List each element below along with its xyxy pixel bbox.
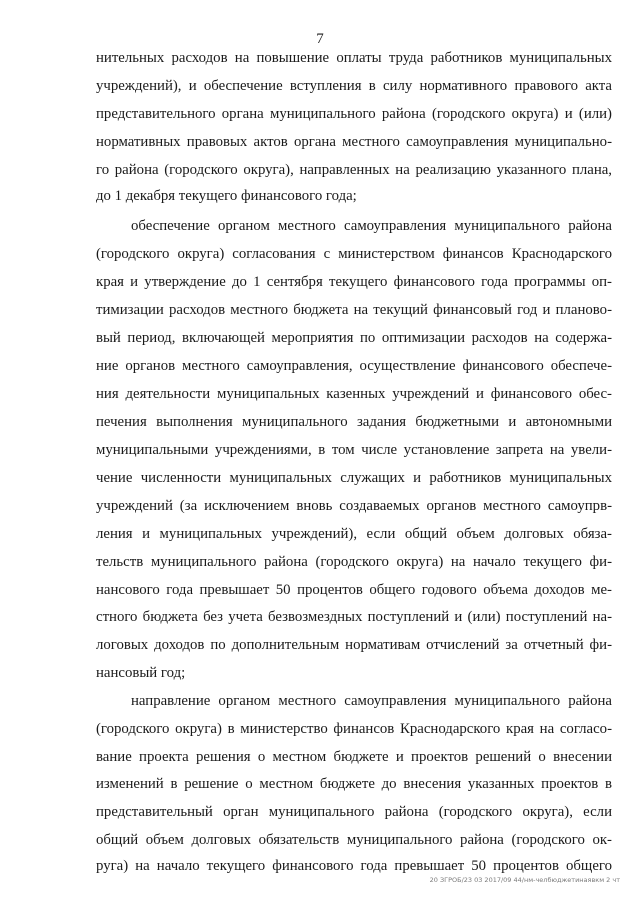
text-line-27: изменений в решение о местном бюджете до внесения указанных проектов в [96, 776, 612, 792]
text-line-15: муниципальными учреждениями, в том числе установление запрета на увели- [96, 442, 612, 458]
text-line-26: вание проекта решения о местном бюджете и проектов решений о внесении [96, 749, 612, 765]
text-line-8: (городского округа) согласования с министерством финансов Краснодарского [96, 246, 612, 262]
text-line-12: ние органов местного самоуправления, осуществление финансового обеспече- [96, 358, 612, 374]
text-line-30: руга) на начало текущего финансового года превышает 50 процентов общего [96, 858, 612, 874]
text-line-22: логовых доходов по дополнительным нормативам отчислений за отчетный фи- [96, 637, 612, 653]
text-line-11: вый период, включающей мероприятия по оптимизации расходов на содержа- [96, 330, 612, 346]
text-line-16: чение численности муниципальных служащих и работников муниципальных [96, 470, 612, 486]
text-line-24: направление органом местного самоуправления муниципального района [131, 693, 612, 709]
text-line-7: обеспечение органом местного самоуправления муниципального района [131, 218, 612, 234]
page-number: 7 [316, 31, 324, 47]
text-line-18: ления и муниципальных учреждений), если общий объем долговых обяза- [96, 526, 612, 542]
text-line-4: нормативных правовых актов органа местного самоуправления муниципально- [96, 134, 612, 150]
text-line-6: до 1 декабря текущего финансового года; [96, 188, 357, 204]
text-line-21: стного бюджета без учета безвозмездных поступлений и (или) поступлений на- [96, 609, 612, 625]
text-line-28: представительный орган муниципального района (городского округа), если [96, 804, 612, 820]
text-line-25: (городского округа) в министерство финансов Краснодарского края на согласо- [96, 721, 612, 737]
text-line-14: печения выполнения муниципального задания бюджетными и автономными [96, 414, 612, 430]
text-line-20: нансового года превышает 50 процентов общего годового объема доходов ме- [96, 582, 612, 598]
text-line-17: учреждений (за исключением вновь создаваемых органов местного самоупрв- [96, 498, 612, 514]
text-line-2: учреждений), и обеспечение вступления в силу нормативного правового акта [96, 78, 612, 94]
text-line-10: тимизации расходов местного бюджета на текущий финансовый год и планово- [96, 302, 612, 318]
text-line-5: го района (городского округа), направленных на реализацию указанного плана, [96, 162, 612, 178]
text-line-1: нительных расходов на повышение оплаты труда работников муниципальных [96, 50, 612, 66]
text-line-9: края и утверждение до 1 сентября текущего финансового года программы оп- [96, 274, 612, 290]
text-line-19: тельств муниципального района (городского округа) на начало текущего фи- [96, 554, 612, 570]
text-line-3: представительного органа муниципального района (городского округа) и (или) [96, 106, 612, 122]
text-line-23: нансовый год; [96, 665, 186, 681]
text-line-29: общий объем долговых обязательств муниципального района (городского ок- [96, 832, 612, 848]
footer-file-path: 20 ЗГРОБ/23 03 2017/09 44/нм-челбюджетинаявкм 2 чт [429, 876, 620, 884]
text-line-13: ния деятельности муниципальных казенных учреждений и финансового обес- [96, 386, 612, 402]
